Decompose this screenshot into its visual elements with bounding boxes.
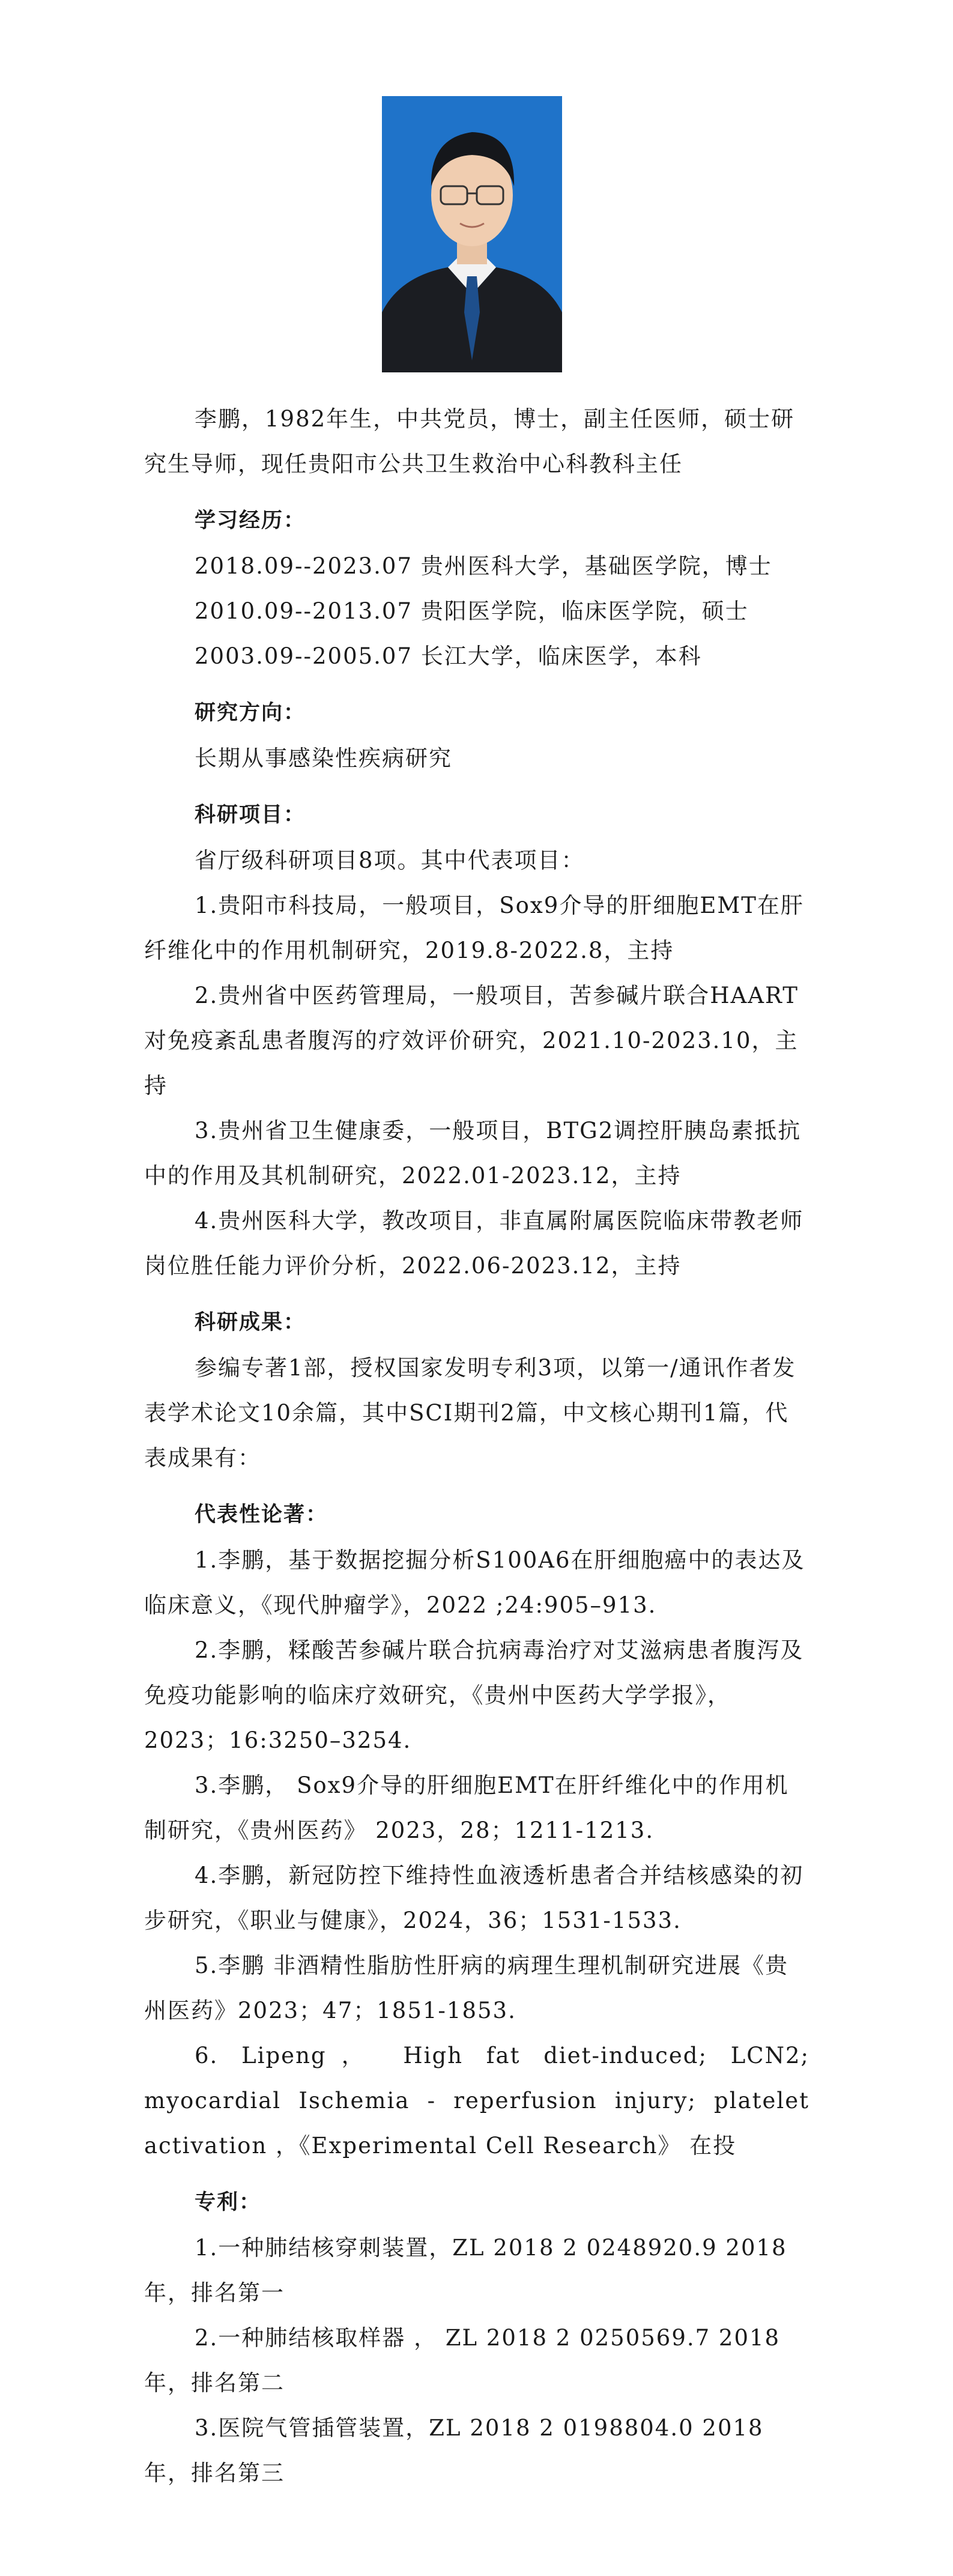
- section-title-achievements: 科研成果：: [195, 1311, 306, 1335]
- portrait-photo: [382, 96, 562, 372]
- publication-item: 2.李鹏，糅酸苦参碱片联合抗病毒治疗对艾滋病患者腹泻及免疫功能影响的临床疗效研究，《贵州中医药大学学报》，2023；16:3250–3254.: [144, 1637, 804, 1753]
- patent-item: 2.一种肺结核取样器 ， ZL 2018 2 0250569.7 2018年，排名第二: [144, 2325, 781, 2396]
- research-direction-text: 长期从事感染性疾病研究: [195, 745, 452, 771]
- project-item: 2.贵州省中医药管理局，一般项目，苦参碱片联合HAART对免疫紊乱患者腹泻的疗效评价研究，2021.10-2023.10，主持: [144, 983, 799, 1099]
- patent-item: 3.医院气管插管装置，ZL 2018 2 0198804.0 2018年，排名第三: [144, 2415, 764, 2486]
- education-item: 2018.09--2023.07 贵州医科大学，基础医学院，博士: [195, 553, 772, 579]
- publication-item: 5.李鹏 非酒精性脂肪性肝病的病理生理机制研究进展《贵州医药》2023；47；1851-1853.: [144, 1953, 789, 2023]
- project-summary: 省厅级科研项目8项。其中代表项目：: [195, 847, 585, 873]
- section-title-research-projects: 科研项目：: [195, 803, 306, 827]
- section-title-research-direction: 研究方向：: [195, 701, 306, 725]
- publication-item: 4.李鹏，新冠防控下维持性血液透析患者合并结核感染的初步研究，《职业与健康》，2024，36；1531-1533.: [144, 1862, 804, 1933]
- patent-item: 1.一种肺结核穿刺装置，ZL 2018 2 0248920.9 2018年，排名第一: [144, 2235, 787, 2306]
- publication-item: 1.李鹏，基于数据挖掘分析S100A6在肝细胞癌中的表达及临床意义，《现代肿瘤学》，2022 ;24:905–913.: [144, 1547, 805, 1618]
- section-title-publications: 代表性论著：: [195, 1503, 328, 1527]
- education-item: 2003.09--2005.07 长江大学，临床医学，本科: [195, 643, 702, 669]
- achievements-text: 参编专著1部，授权国家发明专利3项，以第一/通讯作者发表学术论文10余篇，其中SCI期刊2篇，中文核心期刊1篇，代表成果有：: [144, 1355, 796, 1471]
- project-item: 3.贵州省卫生健康委，一般项目，BTG2调控肝胰岛素抵抗中的作用及其机制研究，2022.01-2023.12，主持: [144, 1118, 802, 1189]
- project-item: 4.贵州医科大学，教改项目，非直属附属医院临床带教老师岗位胜任能力评价分析，2022.06-2023.12，主持: [144, 1208, 804, 1279]
- education-item: 2010.09--2013.07 贵阳医学院，临床医学院，硕士: [195, 598, 749, 624]
- publication-item: 6. Lipeng， High fat diet-induced; LCN2; myocardial Ischemia - reperfusion injury; platelet activation ，《Experimental Cell Research》 在投: [144, 2043, 809, 2159]
- project-item: 1.贵阳市科技局，一般项目，Sox9介导的肝细胞EMT在肝纤维化中的作用机制研究，2019.8-2022.8，主持: [144, 893, 804, 963]
- profile-content: [0, 396, 953, 2496]
- section-title-patents: 专利：: [195, 2190, 262, 2214]
- intro-paragraph: 李鹏，1982年生，中共党员，博士，副主任医师，硕士研究生导师，现任贵阳市公共卫生救治中心科教科主任: [144, 406, 795, 477]
- section-title-education: 学习经历：: [195, 509, 306, 533]
- publication-item: 3.李鹏， Sox9介导的肝细胞EMT在肝纤维化中的作用机制研究，《贵州医药》 2023，28；1211-1213.: [144, 1772, 789, 1843]
